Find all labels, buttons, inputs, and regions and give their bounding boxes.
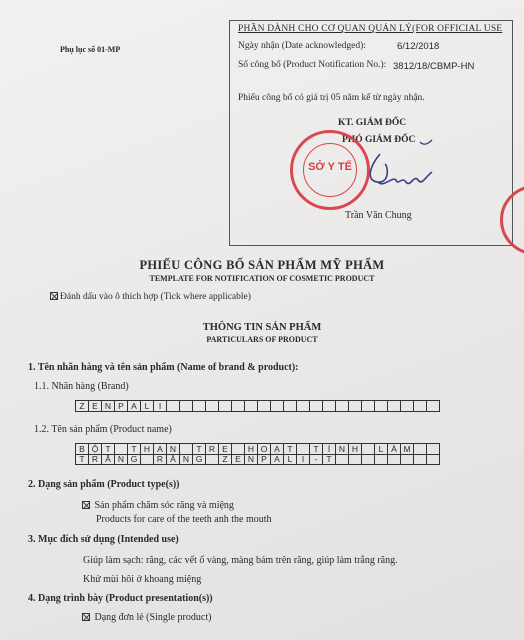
signer-name: Trần Văn Chung — [345, 210, 412, 221]
product-name-letter-cell: H — [141, 444, 154, 455]
product-name-letter-cell: R — [154, 454, 167, 465]
brand-letter-cell — [245, 401, 258, 412]
product-name-letter-cell: R — [206, 444, 219, 455]
product-name-letter-cell: Ộ — [89, 444, 102, 455]
brand-letter-cell — [336, 401, 349, 412]
intended-use-line-2: Khử mùi hôi ở khoang miệng — [83, 574, 202, 585]
product-name-letter-cell — [414, 454, 427, 465]
product-name-letter-cell: Ạ — [271, 444, 284, 455]
notification-number-value: 3812/18/CBMP-HN — [393, 61, 475, 72]
product-name-letter-cell: T — [193, 444, 206, 455]
brand-letter-cell — [310, 401, 323, 412]
brand-letter-cell — [219, 401, 232, 412]
brand-letter-cell: L — [141, 401, 154, 412]
section-1-heading: 1. Tên nhãn hàng và tên sản phẩm (Name of brand & product): — [28, 362, 299, 373]
checkbox-checked-icon — [50, 292, 58, 300]
brand-letter-cell — [362, 401, 375, 412]
product-name-letter-cell: R — [89, 454, 102, 465]
notification-number-label: Số công bố (Product Notification No.): — [238, 60, 387, 70]
presentation-option-text: Dạng đơn lẻ (Single product) — [94, 612, 212, 623]
brand-letter-cell: P — [115, 401, 128, 412]
product-name-letter-cell: O — [258, 444, 271, 455]
product-name-letter-cell — [336, 454, 349, 465]
intended-use-line-1: Giúp làm sạch: răng, các vết ố vàng, màng bám trên răng, giúp làm trắng răng. — [83, 555, 398, 566]
handwritten-signature — [340, 136, 450, 206]
product-type-option — [82, 500, 234, 511]
brand-letter-cell — [427, 401, 440, 412]
product-name-letter-cell: T — [284, 444, 297, 455]
product-name-letter-cell: M — [401, 444, 414, 455]
product-type-en: Products for care of the teeth anh the mouth — [96, 514, 272, 525]
brand-letter-cell: I — [154, 401, 167, 412]
brand-letter-cell — [375, 401, 388, 412]
brand-letter-cell — [258, 401, 271, 412]
section-title-en: PARTICULARS OF PRODUCT — [206, 335, 318, 344]
product-name-letter-cell: G — [128, 454, 141, 465]
product-name-letter-cell: L — [375, 444, 388, 455]
brand-letter-cell — [284, 401, 297, 412]
section-4-heading: 4. Dạng trình bày (Product presentation(s)) — [28, 593, 213, 604]
product-name-letter-cell: N — [336, 444, 349, 455]
date-acknowledged-value: 6/12/2018 — [397, 41, 440, 52]
product-name-letter-cell: A — [271, 454, 284, 465]
product-name-letter-cell — [206, 454, 219, 465]
brand-letter-cell — [388, 401, 401, 412]
signature-title-2: PHÓ GIÁM ĐỐC — [342, 135, 416, 145]
product-name-letter-cell: T — [128, 444, 141, 455]
checkbox-checked-icon — [82, 501, 90, 509]
tick-note — [50, 292, 251, 302]
product-name-letter-cell: G — [193, 454, 206, 465]
product-name-letter-cell: A — [154, 444, 167, 455]
product-name-letter-cell: B — [76, 444, 89, 455]
brand-letter-cell — [271, 401, 284, 412]
brand-letter-cell: E — [89, 401, 102, 412]
product-name-letter-cell: I — [297, 454, 310, 465]
annex-label: Phụ lục số 01-MP — [60, 45, 121, 54]
product-name-label: 1.2. Tên sản phẩm (Product name) — [34, 424, 172, 435]
product-name-letter-cell: N — [245, 454, 258, 465]
product-name-letter-cell: N — [180, 454, 193, 465]
product-name-letter-cell: Í — [323, 444, 336, 455]
product-name-letter-cell: N — [115, 454, 128, 465]
signature-title-1: KT. GIÁM ĐỐC — [338, 118, 407, 128]
product-name-letter-cell — [362, 454, 375, 465]
brand-letter-cell — [323, 401, 336, 412]
product-name-letter-cell — [375, 454, 388, 465]
validity-note: Phiếu công bố có giá trị 05 năm kể từ ngày nhận. — [238, 93, 425, 103]
brand-letter-cell — [193, 401, 206, 412]
official-use-box — [229, 20, 513, 246]
product-name-letter-cell — [388, 454, 401, 465]
document-title-vn: PHIẾU CÔNG BỐ SẢN PHẨM MỸ PHẨM — [139, 258, 385, 272]
brand-letter-cell — [401, 401, 414, 412]
product-name-letter-cell: T — [76, 454, 89, 465]
product-name-letter-cell: P — [258, 454, 271, 465]
product-name-letter-cell: T — [310, 444, 323, 455]
section-3-heading: 3. Mục đích sử dụng (Intended use) — [28, 534, 179, 545]
brand-letter-cell — [206, 401, 219, 412]
brand-letter-cell — [167, 401, 180, 412]
product-name-letter-cell: E — [219, 444, 232, 455]
product-name-letter-cell: L — [284, 454, 297, 465]
product-name-letter-cell — [349, 454, 362, 465]
product-name-letter-cell: E — [232, 454, 245, 465]
seal-text: SỞ Y TẾ — [308, 161, 352, 173]
brand-label: 1.1. Nhãn hàng (Brand) — [34, 381, 129, 392]
brand-letter-cell: A — [128, 401, 141, 412]
official-use-heading: PHẦN DÀNH CHO CƠ QUAN QUẢN LÝ(FOR OFFICIAL USE — [238, 24, 503, 34]
product-name-letter-cell: - — [310, 454, 323, 465]
product-name-letter-cell: Z — [219, 454, 232, 465]
product-name-letter-cell — [141, 454, 154, 465]
brand-letter-cell — [180, 401, 193, 412]
checkbox-checked-icon — [82, 613, 90, 621]
product-name-letter-cell: T — [323, 454, 336, 465]
product-name-letter-cell: T — [102, 444, 115, 455]
product-name-letter-cell: À — [388, 444, 401, 455]
brand-letter-cell: N — [102, 401, 115, 412]
product-type-vn: Sản phẩm chăm sóc răng và miệng — [94, 500, 234, 511]
section-2-heading: 2. Dạng sản phẩm (Product type(s)) — [28, 479, 180, 490]
tick-note-text: Đánh dấu vào ô thích hợp (Tick where applicable) — [60, 292, 251, 302]
product-name-letter-cell — [427, 454, 440, 465]
document-title-en: TEMPLATE FOR NOTIFICATION OF COSMETIC PRODUCT — [149, 274, 375, 283]
section-title-vn: THÔNG TIN SẢN PHẨM — [202, 322, 322, 333]
brand-letter-cell — [232, 401, 245, 412]
date-acknowledged-label: Ngày nhận (Date acknowledged): — [238, 41, 366, 51]
product-name-letter-cell: H — [349, 444, 362, 455]
brand-letter-cell: Z — [76, 401, 89, 412]
product-name-letter-cell: H — [245, 444, 258, 455]
brand-grid — [75, 400, 440, 412]
brand-letter-cell — [414, 401, 427, 412]
product-name-letter-cell: Ắ — [102, 454, 115, 465]
presentation-option — [82, 612, 211, 623]
brand-letter-cell — [297, 401, 310, 412]
product-name-letter-cell — [401, 454, 414, 465]
product-name-letter-cell: N — [167, 444, 180, 455]
brand-letter-cell — [349, 401, 362, 412]
product-name-letter-cell: Ă — [167, 454, 180, 465]
product-name-grid-row-2 — [75, 454, 440, 465]
